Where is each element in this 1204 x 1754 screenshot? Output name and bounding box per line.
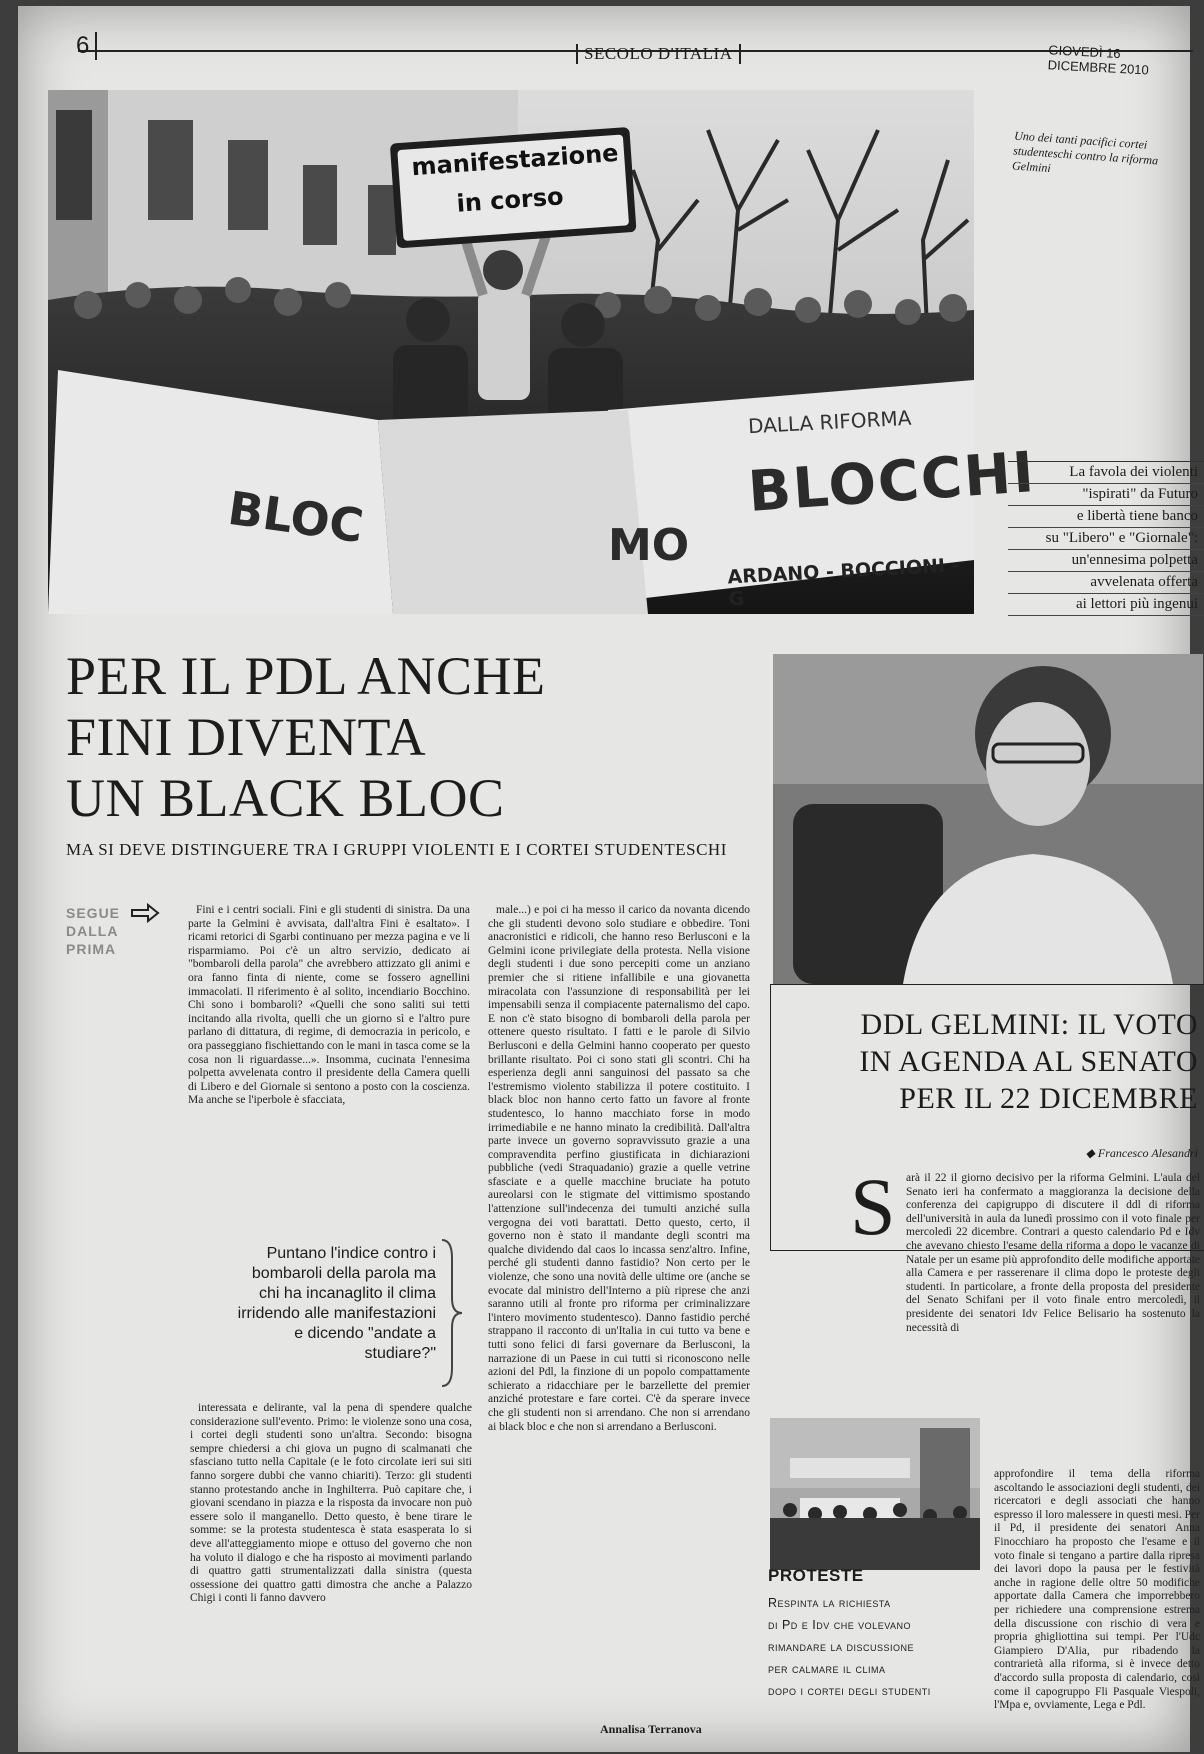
portrait-photo-drawing — [773, 654, 1203, 984]
side-article-body-continued — [994, 1468, 1200, 1750]
headline-line: FINI DIVENTA — [66, 707, 427, 767]
banner-text-right: BLOCCHI — [746, 440, 1038, 525]
pullout-line: "ispirati" da Futuro — [1008, 484, 1204, 506]
side-article-title — [780, 1006, 1198, 1117]
headline-line: UN BLACK BLOC — [66, 768, 505, 828]
issue-date: GIOVEDÌ 16 DICEMBRE 2010 — [1047, 42, 1150, 78]
side-paragraph: arà il 22 il giorno decisivo per la riforma Gelmini. L'aula del Senato ieri ha confermato a maggioranza la decisione della conferenza dei capigruppo di discutere il ddl di riforma dell'università in aula da lunedì prossimo con il voto finale per mercoledì 22 dicembre. Contrari a questo calendario Pd e Idv che avevano chiesto l'esame della riforma a dopo le vacanze di Natale per un esame più approfondito delle modifiche apportate alla Camera e per rasserenare il clima dopo le proteste degli studenti. In particolare, a fronte della proposta del presidente del Senato Schifani per il voto finale entro mercoledì, il presidente dei senatori Idv Felice Belisario ha sostenuto la necessità di — [906, 1172, 1200, 1334]
article-paragraph: interessata e delirante, val la pena di spendere qualche considerazione sull'evento. Primo: le violenze sono una cosa, i cortei degli studenti sono un'altra. Secondo: bisogna sempre chiedersi a chi giova un pugno di scalmanati che sfasciano tutto nella Capitale (e le foto circolate ieri sui siti fanno sorgere dubbi che vanno chiariti). Terzo: gli studenti stanno protestando anche in Inghilterra. Può capitare che, i giovani scendano in piazza e la risposta da invocare non può essere solo il manganello. Detto questo, è bene tirare le somme: se la protesta studentesca è stata esasperata lo si deve all'atteggiamento miope e ottuso del governo che non ha voluto il dialogo e che ha risposto ai movimenti parlando di quattro gatti strumentalizzati dalla sinistra (questa ossessione dei quattro gatti dimostra che anche a Palazzo Chigi i conti li fanno davvero — [190, 1402, 472, 1605]
article-column-1-top — [188, 904, 470, 1224]
pullout-line: su "Libero" e "Giornale": — [1008, 528, 1204, 550]
page-number: 6 — [76, 32, 97, 60]
proteste-line: per calmare il clima — [768, 1662, 886, 1676]
photo-caption: Uno dei tanti pacifici cortei studenteschi contro la riforma Gelmini — [1011, 128, 1159, 176]
segue-line: SEGUE — [66, 905, 121, 921]
side-article-author: ◆ Francesco Alesandri — [1085, 1146, 1198, 1160]
brace-decoration — [438, 1238, 464, 1388]
side-title-line: PER IL 22 DICEMBRE — [899, 1082, 1198, 1115]
drop-cap: S — [850, 1161, 896, 1252]
pullout-line: La favola dei violenti — [1008, 462, 1204, 484]
proteste-line: rimandare la discussione — [768, 1640, 914, 1654]
pullout-line: e libertà tiene banco — [1008, 506, 1204, 528]
small-protest-photo — [770, 1418, 980, 1570]
side-pullout — [1008, 461, 1204, 616]
sign-line-2: in corso — [455, 182, 565, 218]
portrait-photo — [773, 654, 1203, 984]
proteste-line: di Pd e Idv che volevano — [768, 1618, 912, 1632]
side-title-line: IN AGENDA AL SENATO — [859, 1045, 1198, 1078]
article-paragraph: male...) e poi ci ha messo il carico da novanta dicendo che gli studenti devono solo studiare e obbedire. Toni anacronistici e ridicoli, che hanno reso Berlusconi e la Gelmini icone privilegiate della protesta. Nella visione degli studenti i due sono percepiti come un anziano premier che si ritiene infallibile e una giovanetta miracolata con l'assunzione di responsabilità per lei impensabili senza il compiacente paternalismo del capo. E non c'è stato bisogno di bombaroli della parola per ottenere questo risultato. I fatti e le parole di Silvio Berlusconi e della Gelmini hanno cooperato per questo brillante risultato. Poi ci sono stati gli scontri. Chi ha esperienza degli anni sanguinosi del passato sa che l'estremismo violento stabilizza il potere costituito. I black bloc non hanno certo fatto un favore al fronte studentesco, lo hanno macchiato forse in modo irrimediabile e ne hanno minato la credibilità. Dall'altra parte invece un governo sopravvissuto grazie a una compravendita perfino giustificata in dichiarazioni pubbliche (vedi Straquadanio) grazie a quelle vetrine sfasciate e a quelle macchine bruciate ha potuto aureolarsi con le stigmate del vittimismo spostando l'attenzione sull'indecenza dei tumulti anziché sulla vergogna dei voti barattati. Detto questo, certo, il governo non è stato il mandante degli scontri ma qualche dividendo dal caos lo incassa senz'altro. Infine, perché gli studenti danno fastidio? Non certo per le violenze, che sono una novità delle ultime ore (anche se evocate dal ministro dell'Interno a più riprese che anzi saranno utili al fronte pro riforma per criminalizzare l'intero movimento studentesco). Danno fastidio perché strappano il racconto di un'Italia in cui tutto va bene e tutti sono felici di farsi governare da Berlusconi, la narrazione di un Paese in cui tutti si riconoscono nelle azioni del Pdl, la finzione di un popolo compattamente schierato a ridacchiare per le barzellette del premier anziché protestare e fare cortei. C'è da sperare invece che gli studenti non si arrendano. Che non si arrendano ai black bloc e che non si arrendano a Berlusconi. — [488, 904, 750, 1433]
proteste-line: Respinta la richiesta — [768, 1596, 891, 1610]
article-column-1-bottom — [190, 1402, 472, 1732]
segue-line: PRIMA — [66, 941, 117, 957]
banner-text-left: BLOC — [224, 480, 367, 554]
pullout-line: avvelenata offerta — [1008, 572, 1204, 594]
pullout-line: ai lettori più ingenui — [1008, 594, 1204, 616]
article-column-2 — [488, 904, 750, 1712]
banner-text-right-bottom: ARDANO - BOCCIONI - G — [727, 554, 961, 611]
proteste-box — [768, 1566, 978, 1702]
banner-text-right-small: DALLA RIFORMA — [747, 405, 912, 439]
sign-line-1: manifestazione — [410, 138, 620, 182]
article-author: Annalisa Terranova — [600, 1722, 702, 1736]
small-photo-drawing — [770, 1418, 980, 1570]
banner-text-mid: MO — [608, 520, 690, 571]
protest-photo — [48, 90, 1038, 614]
pullout-line: un'ennesima polpetta — [1008, 550, 1204, 572]
proteste-line: dopo i cortei degli studenti — [768, 1684, 931, 1698]
arrow-right-icon — [130, 902, 160, 924]
side-title-line: DDL GELMINI: IL VOTO — [860, 1008, 1198, 1041]
article-paragraph: Fini e i centri sociali. Fini e gli studenti di sinistra. Da una parte la Gelmini è avvisata, dall'altra Fini è esaltato». I ricami retorici di Sgarbi continuano per mezza pagina e ve li risparmiamo. Poi c'è un altro servizio, dedicato ai "bombaroli della parola" che avrebbero attizzato gli animi e ora fanno finta di niente, come se fossero agnellini immacolati. Il riferimento è al solito, incendiario Bocchino. Chi sono i bombaroli? «Quelli che sono saliti sui tetti incitando alla rivolta, quelli che un giorno sì e l'altro pure parlano di dittatura, di regime, di democrazia in pericolo, e ora passeggiano fischiettando con le mani in tasca come se la cosa non li riguardasse...». Insomma, cucinata l'ennesima polpetta avvelenata contro il presidente della Camera quelli di Libero e del Giornale si sentono a posto con la coscienza. Ma anche se l'iperbole è sfacciata, — [188, 904, 470, 1107]
side-paragraph: approfondire il tema della riforma ascoltando le associazioni degli studenti, dei ricercatori e degli associati che hanno espresso il loro malessere in questi mesi. Per il Pd, il presidente dei senatori Anna Finocchiaro ha proposto che l'esame e il voto finale si tengano a partire dalla ripresa dei lavori dopo la pausa per le festività anche in ragione delle oltre 50 modifiche apportate dalla Camera che imporrebbero per richiedere una comprensione estrema della discussione con rischio di vera e propria ghigliottina sui tempi. Per l'Udc Giampiero D'Alia, pur ribadendo la contrarietà alla riforma, si è invece detto d'accordo sulla proposta di calendario, così come il capogruppo Fli Pasquale Viespoli, l'Mpa e, ovviamente, Lega e Pdl. — [994, 1468, 1200, 1712]
main-headline — [66, 646, 756, 829]
segue-line: DALLA — [66, 923, 119, 939]
proteste-title: PROTESTE — [768, 1566, 864, 1585]
masthead: SECOLO D'ITALIA — [576, 44, 741, 64]
segue-label — [66, 904, 120, 958]
pull-quote: Puntano l'indice contro i bombaroli della parola ma chi ha incanaglito il clima irridendo alle manifestazioni e dicendo "andate a studiare?" — [237, 1245, 436, 1362]
kicker: MA SI DEVE DISTINGUERE TRA I GRUPPI VIOLENTI E I CORTEI STUDENTESCHI — [66, 840, 727, 859]
headline-line: PER IL PDL ANCHE — [66, 646, 546, 706]
author-name: Francesco Alesandri — [1097, 1146, 1198, 1160]
newspaper-page — [18, 6, 1200, 1752]
